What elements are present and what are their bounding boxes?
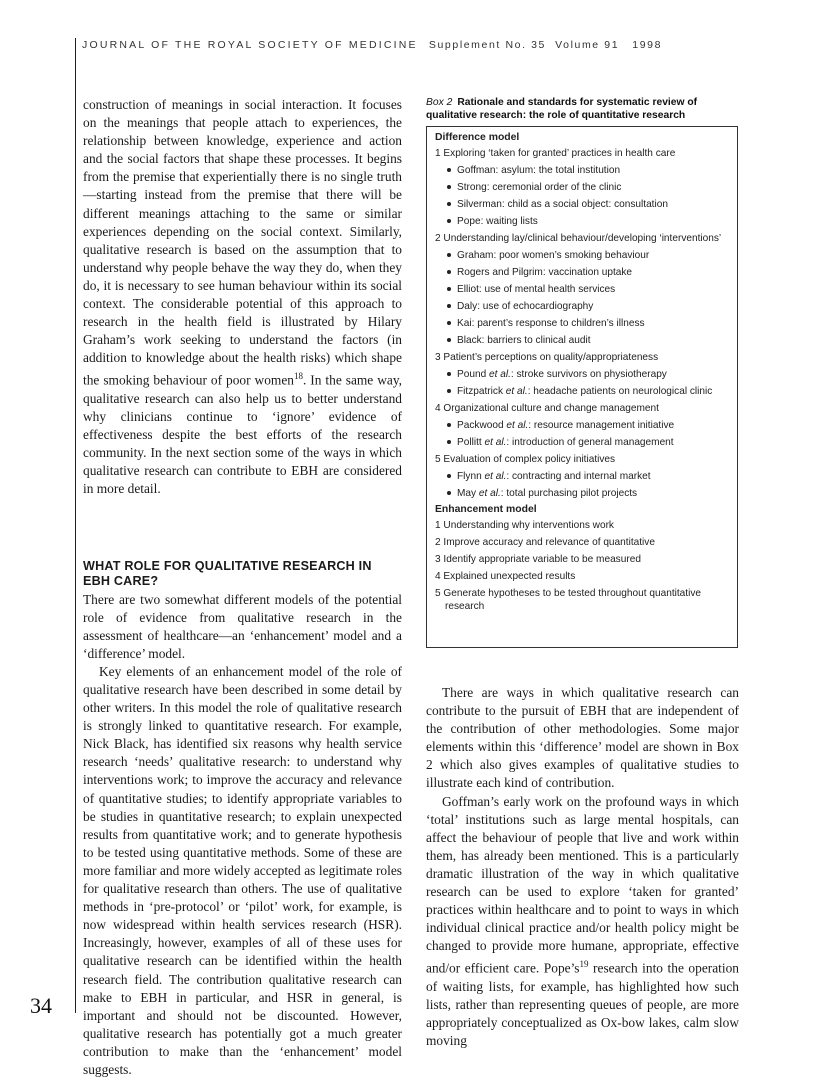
- margin-rule: [75, 38, 76, 1013]
- page-number: 34: [30, 993, 52, 1018]
- volume-label: Volume 91: [555, 39, 620, 51]
- enhancement-item-5: 5 Generate hypotheses to be tested throughout quantitative research: [435, 588, 701, 612]
- list-item: Fitzpatrick et al.: headache patients on neurological clinic: [447, 385, 731, 398]
- list-item: Flynn et al.: contracting and internal market: [447, 470, 731, 483]
- running-head: [82, 39, 742, 51]
- right-column: [426, 684, 739, 1050]
- difference-item-1: 1 Exploring ‘taken for granted’ practices in health care: [435, 148, 676, 159]
- list-item: Pound et al.: stroke survivors on physiotherapy: [447, 368, 731, 381]
- list-item: Strong: ceremonial order of the clinic: [447, 181, 731, 194]
- reference-18: 18: [293, 371, 303, 382]
- list-item: Goffman: asylum: the total institution: [447, 164, 731, 177]
- box-caption: [426, 96, 744, 122]
- list-item: Rogers and Pilgrim: vaccination uptake: [447, 266, 731, 279]
- list-item: Silverman: child as a social object: consultation: [447, 198, 731, 211]
- list-item: Elliot: use of mental health services: [447, 283, 731, 296]
- supplement-label: Supplement No. 35: [428, 39, 546, 51]
- year-label: 1998: [632, 39, 663, 51]
- difference-model-heading: Difference model: [435, 132, 520, 143]
- difference-item-3: 3 Patient’s perceptions on quality/appropriateness: [435, 352, 659, 363]
- difference-item-2: 2 Understanding lay/clinical behaviour/developing ‘interventions’: [435, 233, 722, 244]
- journal-title: JOURNAL OF THE ROYAL SOCIETY OF MEDICINE: [82, 39, 418, 51]
- enhancement-item-1: 1 Understanding why interventions work: [435, 520, 614, 531]
- enhancement-item-3: 3 Identify appropriate variable to be measured: [435, 554, 641, 565]
- difference-item-4: 4 Organizational culture and change management: [435, 403, 659, 414]
- left-paragraph-1: construction of meanings in social interaction. It focuses on the meanings that people attach to experiences, the relationship between knowledge, experience and action and the social factors that shape these processes. It begins from the premise that experientially there is no single truth—starting instead from the premise that there will be different meanings attaching to the same or similar experiences depending on the social context. Similarly, qualitative research is based on the assumption that to understand why people behave the way they do, when they do, it is necessary to see human behaviour within its social context. The considerable potential of this approach to research in the health field is illustrated by Hilary Graham’s work seeking to understand the factors (in addition to knowledge about the health risks) which shape the smoking behaviour of poor women$^{18}$. In the same way, qualitative research can also help us to better understand why clinicians continue to ‘ignore’ evidence of effectiveness despite the best efforts of the research community. In the next section some of the ways in which qualitative research can contribute to EBH are considered in more detail.: [83, 97, 403, 497]
- right-paragraph-2: Goffman’s early work on the profound ways in which ‘total’ institutions such as large mental hospitals, can affect the behaviour of people that live and work within them, has already been mentioned. This is a particularly dramatic illustration of the way in which qualitative research can be used to explore ‘taken for granted’ practices within healthcare and to point to ways in which individual clinical practice and/or health policy might be changed to provide more humane, appropriate, effective and/or efficient care. $Pope’s^{19}$ research into the operation of waiting lists, for example, has highlighted how such lists, rather than representing queues of people, are more appropriately conceptualized as Ox-bow lakes, calm slow moving: [426, 793, 739, 1049]
- list-item: Kai: parent’s response to children’s illness: [447, 317, 731, 330]
- enhancement-model-heading: Enhancement model: [435, 504, 537, 515]
- list-item: Daly: use of echocardiography: [447, 300, 731, 313]
- left-paragraph-3: Key elements of an enhancement model of the role of qualitative research have been described in some detail by other writers. In this model the role of qualitative research is strongly linked to quantitative research. For example, Nick Black, has identified six reasons why health service research ‘needs’ qualitative research: to understand why interventions work; to improve the accuracy and relevance of quantitative studies; to identify appropriate variables to be studies in quantitative research; to explain unexpected results from quantitative work; and to generate hypothesis to be tested using quantitative methods. Some of these are more familiar and more widely accepted as legitimate roles for qualitative research than others. The use of qualitative methods in ‘pre-protocol’ or ‘pilot’ work, for example, is now widespread within health services research (HSR). Increasingly, however, examples of all of these uses for qualitative research can be identified within the health research field. The contribution qualitative research can make to EBH in particular, and HSR in general, is important and should not be discounted. However, qualitative research has potentially got a much greater contribution to make than the ‘enhancement’ model suggests.: [83, 663, 402, 1077]
- reference-19: 19: [579, 959, 589, 970]
- list-item: Packwood et al.: resource management initiative: [447, 419, 731, 432]
- box-title: Rationale and standards for systematic review of qualitative research: the role of quantitative research: [426, 97, 698, 121]
- list-item: Black: barriers to clinical audit: [447, 334, 731, 347]
- enhancement-item-4: 4 Explained unexpected results: [435, 571, 576, 582]
- difference-item-5: 5 Evaluation of complex policy initiatives: [435, 454, 616, 465]
- section-heading: WHAT ROLE FOR QUALITATIVE RESEARCH IN EBH CARE?: [83, 558, 372, 588]
- left-column: [83, 96, 402, 1079]
- list-item: May et al.: total purchasing pilot projects: [447, 487, 731, 500]
- list-item: Pollitt et al.: introduction of general management: [447, 436, 731, 449]
- right-paragraph-1: There are ways in which qualitative research can contribute to the pursuit of EBH that are independent of the contribution of other methodologies. Some major elements within this ‘difference’ model are shown in Box 2 which also gives examples of qualitative studies to illustrate each kind of contribution.: [426, 685, 739, 791]
- list-item: Graham: poor women’s smoking behaviour: [447, 249, 731, 262]
- enhancement-item-2: 2 Improve accuracy and relevance of quantitative: [435, 537, 655, 548]
- box-2: [426, 126, 738, 648]
- box-number: Box 2: [426, 97, 453, 108]
- list-item: Pope: waiting lists: [447, 215, 731, 228]
- left-paragraph-2: There are two somewhat different models of the potential role of evidence from qualitative research in the assessment of healthcare—an ‘enhancement’ model and a ‘difference’ model.: [83, 591, 402, 661]
